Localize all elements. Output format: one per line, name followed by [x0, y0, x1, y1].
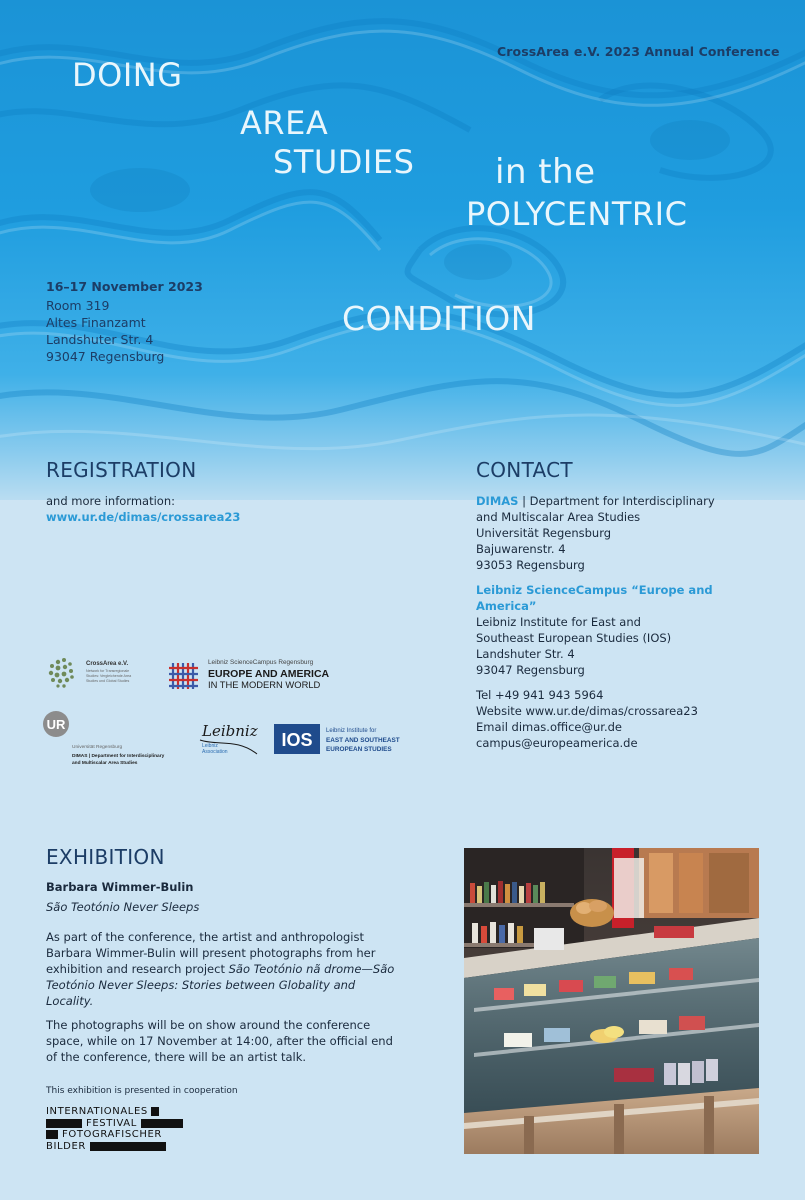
contact-details: [476, 687, 776, 751]
registration-heading: REGISTRATION: [46, 458, 197, 482]
ios-mark: IOS: [281, 730, 313, 750]
registration-link[interactable]: www.ur.de/dimas/crossarea23: [46, 510, 241, 524]
crossarea-desc: Network for Transregionale: [86, 669, 130, 673]
title-word-studies: STUDIES: [273, 143, 415, 181]
exhibition-p1-text: As part of the conference, the artist and anthropologist Barbara Wimmer-Bulin will present photographs from her exhibition and research project: [46, 930, 376, 976]
europe-sub: IN THE MODERN WORLD: [208, 679, 321, 690]
title-word-polycentric: POLYCENTRIC: [466, 195, 688, 233]
exhibition-paragraph-2: The photographs will be on show around the conference space, while on 17 November at 14:00, after the official end of the conference, there will be an artist talk.: [46, 1018, 393, 1064]
hero-banner: [0, 0, 805, 520]
contact-line: and Multiscalar Area Studies: [476, 510, 641, 524]
festival-line: FESTIVAL: [86, 1117, 137, 1129]
contact-campus: [476, 582, 776, 678]
leibniz-logo: [200, 722, 258, 755]
festival-line: BILDER: [46, 1140, 86, 1152]
ios-line: EAST AND SOUTHEAST: [326, 737, 400, 744]
contact-line: Bajuwarenstr. 4: [476, 542, 566, 556]
exhibition-p1-title: São Teotónio nã drome—São Teotónio Never Sleeps: Stories between Globality and Locality.: [46, 962, 395, 1008]
event-date: 16–17 November 2023: [46, 279, 203, 294]
leibniz-signature: Leibniz: [202, 722, 258, 740]
exhibition-heading: EXHIBITION: [46, 845, 165, 869]
contact-email[interactable]: Email dimas.office@ur.de: [476, 720, 622, 734]
title-word-area: AREA: [240, 104, 329, 142]
partner-logos: [42, 650, 422, 770]
contact-line: 93053 Regensburg: [476, 558, 585, 572]
title-word-doing: DOING: [72, 56, 183, 94]
title-word-condition: CONDITION: [342, 299, 536, 338]
crossarea-logo: [49, 658, 131, 688]
ios-line: EUROPEAN STUDIES: [326, 746, 392, 753]
festival-logo: [46, 1106, 183, 1152]
ur-line: DIMAS | Department for Interdisciplinary: [72, 754, 165, 759]
shop-counter-photo: [464, 848, 759, 1154]
ur-line: Universität Regensburg: [72, 745, 123, 750]
ios-logo: [274, 724, 400, 754]
festival-line: INTERNATIONALES: [46, 1106, 148, 1117]
event-details: [46, 278, 203, 365]
crossarea-desc: Studies: Vergleichende Area: [86, 674, 132, 678]
contact-line: Leibniz Institute for East and: [476, 615, 641, 629]
exhibition-info: [46, 879, 406, 1073]
crossarea-name: CrossArea e.V.: [86, 661, 129, 667]
ur-logo: [43, 711, 165, 766]
europe-small: Leibniz ScienceCampus Regensburg: [208, 659, 314, 666]
contact-dimas: [476, 493, 776, 573]
campus-name: Leibniz ScienceCampus “Europe and America”: [476, 583, 713, 613]
dimas-name: DIMAS: [476, 494, 519, 508]
location-line: Altes Finanzamt: [46, 315, 146, 330]
registration-info: [46, 493, 240, 525]
location-line: 93047 Regensburg: [46, 349, 165, 364]
europe-america-logo: [169, 659, 330, 690]
crossarea-desc: Studies und Global Studies: [86, 679, 130, 683]
location-line: Room 319: [46, 298, 110, 313]
leibniz-line: Association: [202, 749, 228, 755]
contact-line: 93047 Regensburg: [476, 663, 585, 677]
europe-big: EUROPE AND AMERICA: [208, 668, 330, 680]
contact-info: [476, 493, 776, 760]
ur-line: and Multiscalar Area Studies: [72, 761, 138, 766]
contact-email-2[interactable]: campus@europeamerica.de: [476, 736, 638, 750]
ur-mark: UR: [46, 717, 66, 732]
dimas-desc: | Department for Interdisciplinary: [518, 494, 715, 508]
title-word-in-the: in the: [495, 152, 596, 192]
ios-small: Leibniz Institute for: [326, 728, 377, 734]
contact-heading: CONTACT: [476, 458, 573, 482]
exhibition-artist: Barbara Wimmer-Bulin: [46, 880, 194, 894]
cooperation-note: This exhibition is presented in cooperation: [46, 1086, 238, 1096]
contact-website[interactable]: Website www.ur.de/dimas/crossarea23: [476, 704, 698, 718]
conference-line: CrossArea e.V. 2023 Annual Conference: [497, 44, 780, 59]
contact-line: Southeast European Studies (IOS): [476, 631, 672, 645]
location-line: Landshuter Str. 4: [46, 332, 154, 347]
registration-text: and more information:: [46, 494, 175, 508]
exhibition-paragraph-1: [46, 929, 406, 1009]
contact-line: Landshuter Str. 4: [476, 647, 575, 661]
contact-line: Universität Regensburg: [476, 526, 612, 540]
contact-phone[interactable]: Tel +49 941 943 5964: [476, 688, 604, 702]
exhibition-photo: [464, 848, 759, 1154]
leibniz-line: Leibniz: [202, 743, 218, 749]
festival-line: FOTOGRAFISCHER: [62, 1129, 162, 1140]
exhibition-work: São Teotónio Never Sleeps: [46, 900, 200, 914]
